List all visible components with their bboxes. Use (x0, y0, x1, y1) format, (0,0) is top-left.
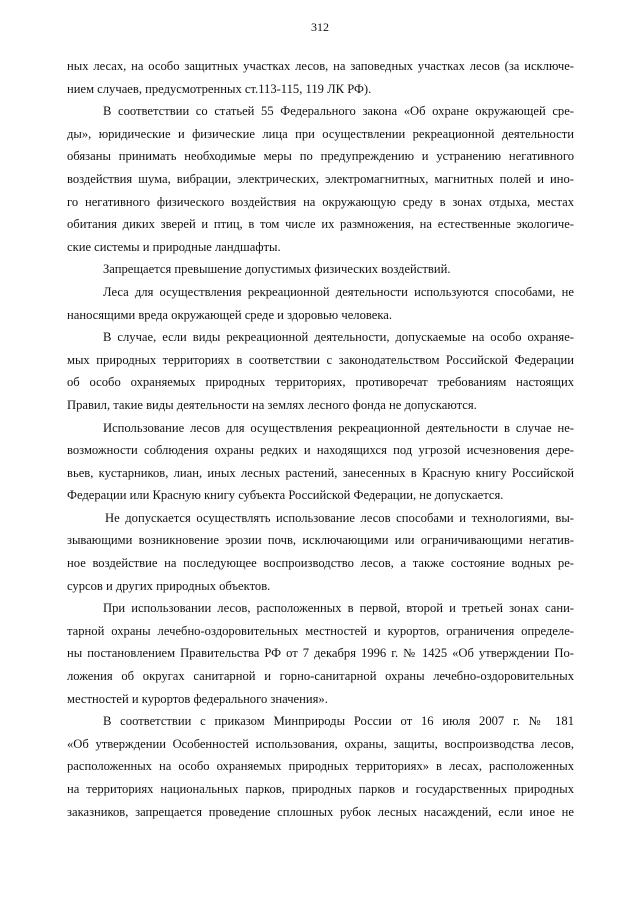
text-line: Не допускается осуществлять использование лесов способами и технологиями, вы- (105, 510, 574, 525)
paragraph (67, 326, 574, 416)
text-line: заказников, запрещается проведение сплошных рубок лесных насаждений, если иное не (67, 804, 574, 819)
text-line: При использовании лесов, расположенных в первой, второй и третьей зонах сани- (103, 601, 574, 616)
text-line: В соответствии с приказом Минприроды России от 16 июля 2007 г. № 181 (103, 714, 574, 729)
text-line: В случае, если виды рекреационной деятельности, допускаемые на особо охраняе- (103, 330, 574, 345)
text-line: «Об утверждении Особенностей использования, охраны, защиты, воспроизводства лесов, (67, 736, 574, 751)
text-line: об особо охраняемых природных территориях, противоречат требованиям настоящих (67, 375, 574, 390)
document-body (67, 55, 574, 823)
paragraph (67, 258, 574, 281)
paragraph (67, 597, 574, 710)
text-line: ды», юридические и физические лица при осуществлении рекреационной деятельности (67, 126, 574, 141)
text-line: Правил, такие виды деятельности на землях лесного фонда не допускаются. (67, 397, 477, 412)
text-line: Использование лесов для осуществления рекреационной деятельности в случае не- (103, 420, 574, 435)
paragraph (67, 710, 574, 823)
text-line: тарной охраны лечебно-оздоровительных местностей и курортов, ограничения определе- (67, 623, 574, 638)
text-line: вьев, кустарников, лиан, иных лесных растений, занесенных в Красную книгу Российской (67, 465, 574, 480)
text-line: обитания диких зверей и птиц, в том числе их размножения, на естественные экологиче- (67, 217, 574, 232)
text-line: на территориях национальных парков, природных парков и государственных природных (67, 782, 574, 796)
paragraph (67, 281, 574, 326)
text-line: сурсов и других природных объектов. (67, 578, 271, 593)
text-line: обязаны принимать необходимые меры по предупреждению и устранению негативного (67, 149, 574, 164)
text-line: В соответствии со статьей 55 Федерального закона «Об охране окружающей сре- (103, 104, 574, 119)
paragraph (67, 507, 574, 597)
text-line: Федерации или Красную книгу субъекта Российской Федерации, не допускается. (67, 488, 504, 503)
text-line: Леса для осуществления рекреационной деятельности используются способами, не (103, 284, 574, 299)
text-line: наносящими вреда окружающей среде и здоровью человека. (67, 307, 392, 322)
paragraph (67, 55, 574, 100)
text-line: ложения об округах санитарной и горно-санитарной охраны лечебно-оздоровительных (67, 669, 574, 684)
text-line: расположенных на особо охраняемых природных территориях» в лесах, расположенных (67, 759, 574, 774)
paragraph (67, 417, 574, 507)
text-line: возможности соблюдения охраны редких и находящихся под угрозой исчезновения дере- (67, 443, 574, 458)
paragraph (67, 100, 574, 258)
text-line: ские системы и природные ландшафты. (67, 239, 281, 254)
text-line: ных лесах, на особо защитных участках лесов, на заповедных участках лесов (за исключе- (67, 59, 574, 73)
text-line: ное воздействие на последующее воспроизводство лесов, а также состояние водных ре- (67, 556, 574, 571)
page-number: 312 (311, 20, 329, 34)
text-line: ны постановлением Правительства РФ от 7 декабря 1996 г. № 1425 «Об утверждении По- (67, 646, 574, 661)
text-line: мых природных территориях в соответствии с законодательством Российской Федерации (67, 352, 574, 367)
text-line: го негативного физического воздействия на окружающую среду в зонах отдыха, местах (67, 194, 574, 209)
text-line: нием случаев, предусмотренных ст.113-115, 119 ЛК РФ). (67, 81, 372, 96)
text-line: местностей и курортов федерального значения». (67, 691, 328, 706)
text-line: зывающими возникновение эрозии почв, исключающими или ограничивающими негатив- (67, 533, 574, 548)
text-line: воздействия шума, вибрации, электрических, электромагнитных, магнитных полей и ино- (67, 171, 574, 186)
text-line: Запрещается превышение допустимых физических воздействий. (103, 262, 451, 277)
